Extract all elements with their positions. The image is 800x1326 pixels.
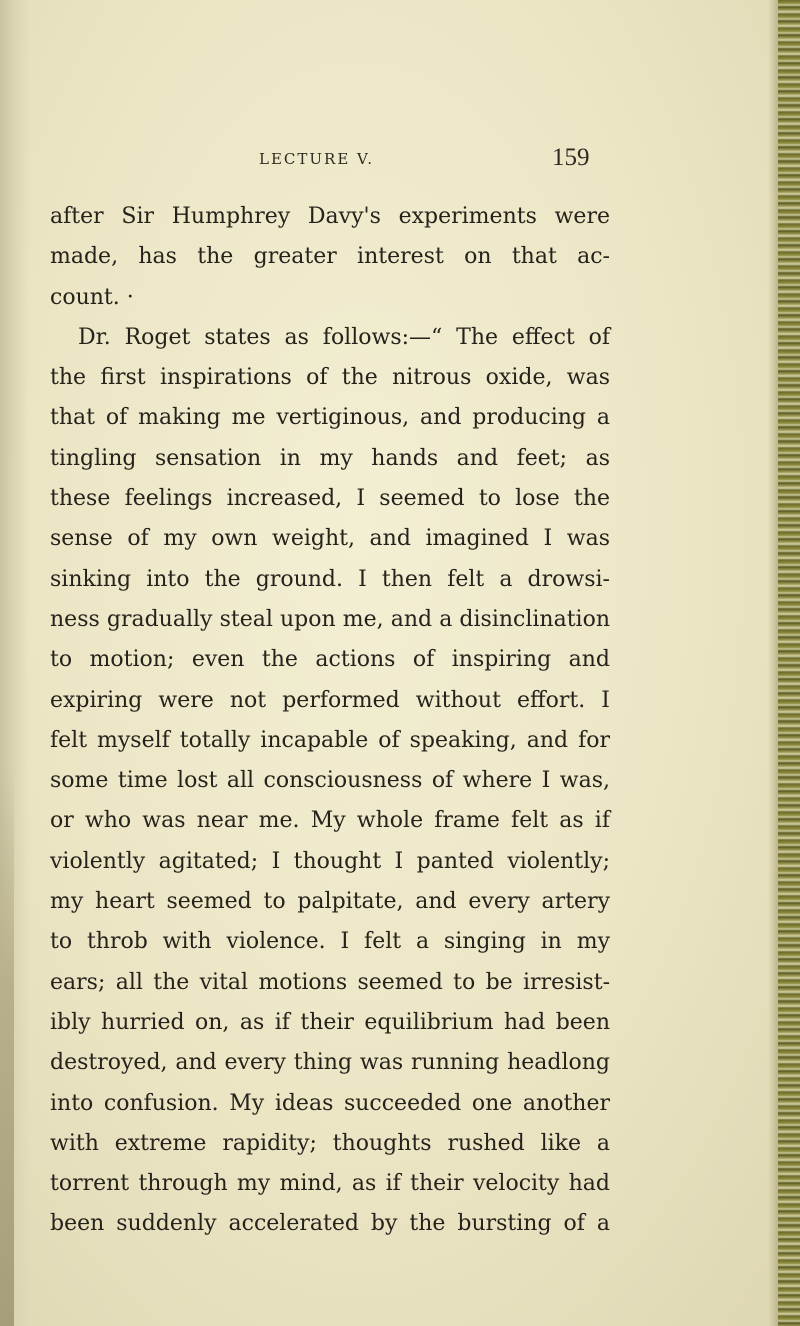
text-line: been suddenly accelerated by the bursting of a [50, 1211, 610, 1237]
page-edges [778, 0, 800, 1326]
text-line: made, has the greater interest on that ac- [50, 244, 610, 270]
page-number: 159 [552, 144, 590, 171]
text-line: sinking into the ground. I then felt a drowsi- [50, 566, 610, 592]
text-line: to motion; even the actions of inspiring and [50, 647, 610, 673]
text-line: ibly hurried on, as if their equilibrium had been [50, 1009, 610, 1035]
text-line: into confusion. My ideas succeeded one another [50, 1090, 610, 1116]
text-line: that of making me vertiginous, and producing a [50, 405, 610, 431]
text-line: tingling sensation in my hands and feet; as [50, 445, 610, 471]
text-line: expiring were not performed without effort. I [50, 687, 610, 713]
text-line: the first inspirations of the nitrous oxide, was [50, 365, 610, 391]
text-line: destroyed, and every thing was running headlong [50, 1050, 610, 1076]
running-head: LECTURE V. [259, 150, 375, 168]
text-line: ears; all the vital motions seemed to be irresist- [50, 969, 610, 995]
text-line: Dr. Roget states as follows:—“ The effect of [78, 324, 610, 350]
text-line: felt myself totally incapable of speaking, and for [50, 727, 610, 753]
text-line: sense of my own weight, and imagined I was [50, 526, 610, 552]
body-text [50, 197, 610, 1245]
text-line: some time lost all consciousness of where I was, [50, 768, 610, 794]
text-line: ness gradually steal upon me, and a disinclination [50, 606, 610, 632]
text-line: count. · [50, 284, 134, 310]
text-line: after Sir Humphrey Davy's experiments were [50, 204, 610, 229]
text-line: to throb with violence. I felt a singing in my [50, 929, 610, 955]
text-line: violently agitated; I thought I panted violently; [50, 848, 610, 874]
text-line: with extreme rapidity; thoughts rushed like a [50, 1130, 610, 1156]
text-line: torrent through my mind, as if their velocity had [50, 1171, 610, 1197]
page-edge-shadow [768, 0, 778, 1326]
text-line: my heart seemed to palpitate, and every artery [50, 889, 610, 915]
text-line: or who was near me. My whole frame felt as if [50, 808, 610, 834]
text-line: these feelings increased, I seemed to lose the [50, 486, 610, 512]
page-corner-shadow [0, 760, 14, 1326]
